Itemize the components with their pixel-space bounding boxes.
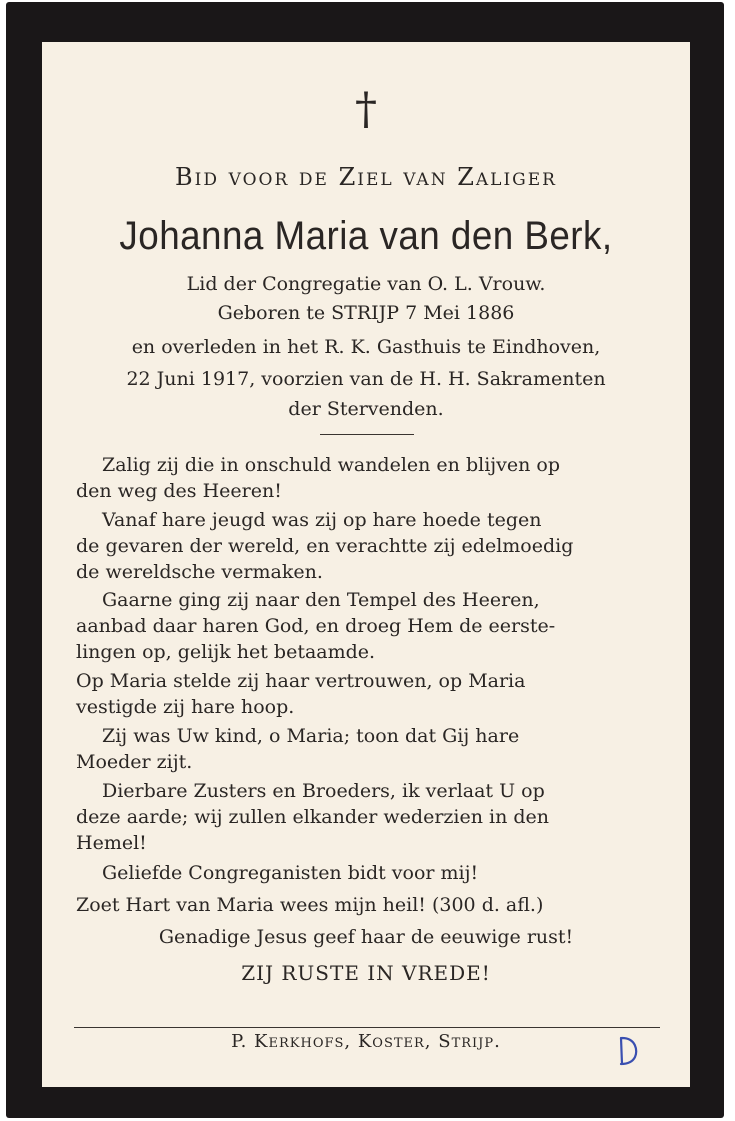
intro-end-line: der Stervenden. — [288, 398, 444, 420]
memorial-card-border — [6, 2, 724, 1118]
verse-line: de wereldsche vermaken. — [76, 561, 323, 583]
divider — [320, 434, 414, 435]
closing-prayer — [76, 892, 654, 918]
verse-paragraph — [76, 507, 654, 585]
congregation-line: Lid der Congregatie van O. L. Vrouw. — [186, 273, 546, 295]
verse-line: de gevaren der wereld, en verachtte zij edelmoedig — [76, 535, 574, 557]
verse-line: Gaarne ging zij naar den Tempel des Heeren, — [102, 589, 540, 611]
verse-line: Op Maria stelde zij haar vertrouwen, op Maria — [76, 670, 526, 692]
verse-line: Hemel! — [76, 832, 147, 854]
verse-line: Vanaf hare jeugd was zij op hare hoede tegen — [102, 509, 542, 531]
verse-line: deze aarde; wij zullen elkander wederzien in den — [76, 806, 550, 828]
birth-line: Geboren te STRIJP 7 Mei 1886 — [217, 302, 515, 324]
closing-line: Zoet Hart van Maria wees mijn heil! (300 d. afl.) — [76, 894, 544, 916]
verse-line: vestigde zij hare hoop. — [76, 696, 295, 718]
verse-line: Zalig zij die in onschuld wandelen en blijven op — [102, 454, 561, 476]
verse-paragraph — [76, 668, 654, 720]
printer-credit: P. Kerkhofs, Koster, Strijp. — [231, 1031, 501, 1052]
verse-line: Dierbare Zusters en Broeders, ik verlaat U op — [102, 780, 545, 802]
verse-paragraph — [76, 452, 654, 504]
verse-line: aanbad daar haren God, en droeg Hem de eerste- — [76, 615, 556, 637]
verse-line: den weg des Heeren! — [76, 480, 282, 502]
verse-paragraph — [76, 587, 654, 665]
stamp-d-mark — [616, 1035, 640, 1067]
verse-line: lingen op, gelijk het betaamde. — [76, 641, 376, 663]
verse-paragraph — [76, 778, 654, 856]
closing-prayer — [76, 860, 654, 886]
rest-in-peace: ZIJ RUSTE IN VREDE! — [241, 961, 491, 985]
death-date-line: 22 Juni 1917, voorzien van de H. H. Sakramenten — [126, 368, 606, 390]
verse-line: Moeder zijt. — [76, 751, 193, 773]
closing-line: Genadige Jesus geef haar de eeuwige rust! — [158, 926, 574, 948]
card-heading: Bid voor de Ziel van Zaliger — [175, 163, 557, 191]
cross-icon: † — [355, 84, 377, 135]
death-line: en overleden in het R. K. Gasthuis te Eindhoven, — [131, 336, 601, 358]
deceased-name: Johanna Maria van den Berk, — [119, 214, 613, 258]
memorial-card-paper — [42, 42, 690, 1087]
bottom-rule — [74, 1027, 660, 1028]
verse-line: Zij was Uw kind, o Maria; toon dat Gij hare — [102, 725, 520, 747]
closing-line: Geliefde Congreganisten bidt voor mij! — [102, 862, 479, 884]
verse-paragraph — [76, 723, 654, 775]
